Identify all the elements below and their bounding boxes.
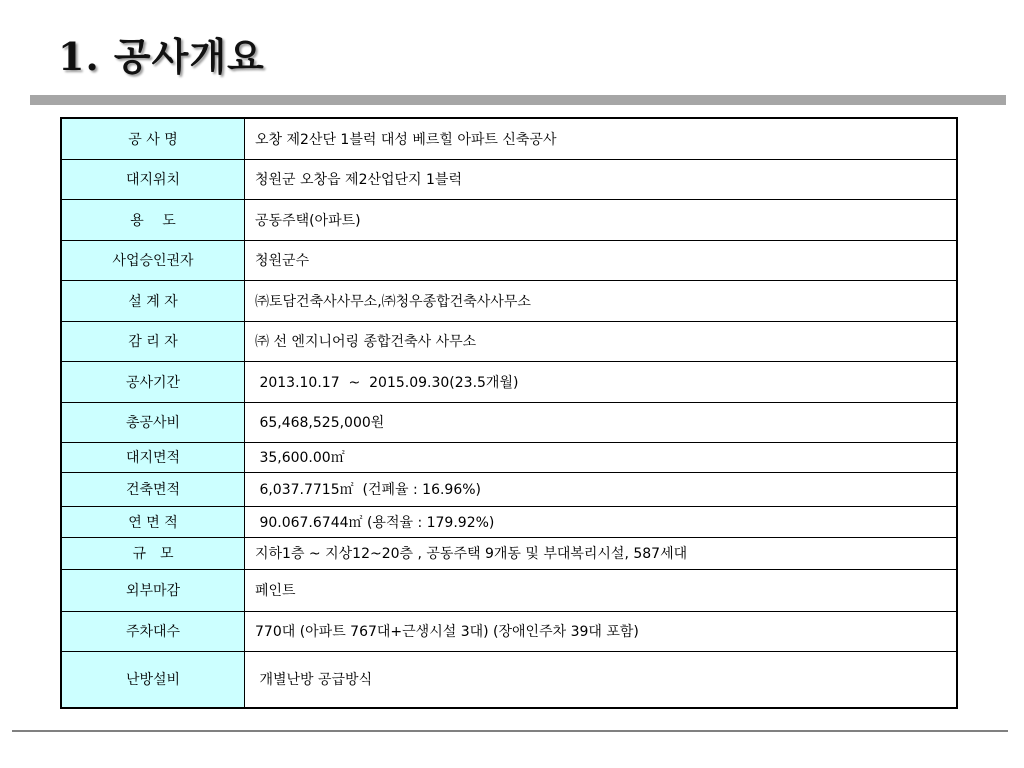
table-row [61,240,957,280]
table-row [61,472,957,506]
table-row [61,506,957,537]
row-value: 지하1층 ~ 지상12~20층 , 공동주택 9개동 및 부대복리시설, 587세대 [245,537,958,569]
table-row [61,280,957,321]
table-row [61,321,957,361]
row-value: ㈜토담건축사사무소,㈜청우종합건축사사무소 [245,280,958,321]
row-label: 공 사 명 [61,118,245,159]
table-row [61,159,957,199]
table-row [61,442,957,472]
row-value: 페인트 [245,569,958,611]
row-label: 사업승인권자 [61,240,245,280]
row-value: 개별난방 공급방식 [245,651,958,708]
table-row [61,199,957,240]
row-value: 65,468,525,000원 [245,402,958,442]
row-value: 6,037.7715㎡ (건폐율 : 16.96%) [245,472,958,506]
row-value: 청원군 오창읍 제2산업단지 1블럭 [245,159,958,199]
row-value: 오창 제2산단 1블럭 대성 베르힐 아파트 신축공사 [245,118,958,159]
row-label: 설 계 자 [61,280,245,321]
row-value: 2013.10.17 ~ 2015.09.30(23.5개월) [245,361,958,402]
row-label: 규 모 [61,537,245,569]
page-title: 1. 공사개요 [58,34,265,79]
row-label: 대지위치 [61,159,245,199]
row-label: 용 도 [61,199,245,240]
row-value: ㈜ 선 엔지니어링 종합건축사 사무소 [245,321,958,361]
row-label: 외부마감 [61,569,245,611]
title-divider [30,95,1006,105]
table-row [61,651,957,708]
project-overview-table [60,117,958,709]
row-value: 770대 (아파트 767대+근생시설 3대) (장애인주차 39대 포함) [245,611,958,651]
table-row [61,402,957,442]
row-value: 공동주택(아파트) [245,199,958,240]
row-label: 대지면적 [61,442,245,472]
table-row [61,569,957,611]
table-row [61,537,957,569]
table-row [61,118,957,159]
row-value: 청원군수 [245,240,958,280]
row-label: 난방설비 [61,651,245,708]
row-label: 공사기간 [61,361,245,402]
footer-divider [12,730,1008,732]
row-value: 35,600.00㎡ [245,442,958,472]
row-value: 90.067.6744㎡ (용적율 : 179.92%) [245,506,958,537]
table-row [61,611,957,651]
table-row [61,361,957,402]
row-label: 건축면적 [61,472,245,506]
row-label: 연 면 적 [61,506,245,537]
row-label: 주차대수 [61,611,245,651]
row-label: 총공사비 [61,402,245,442]
row-label: 감 리 자 [61,321,245,361]
